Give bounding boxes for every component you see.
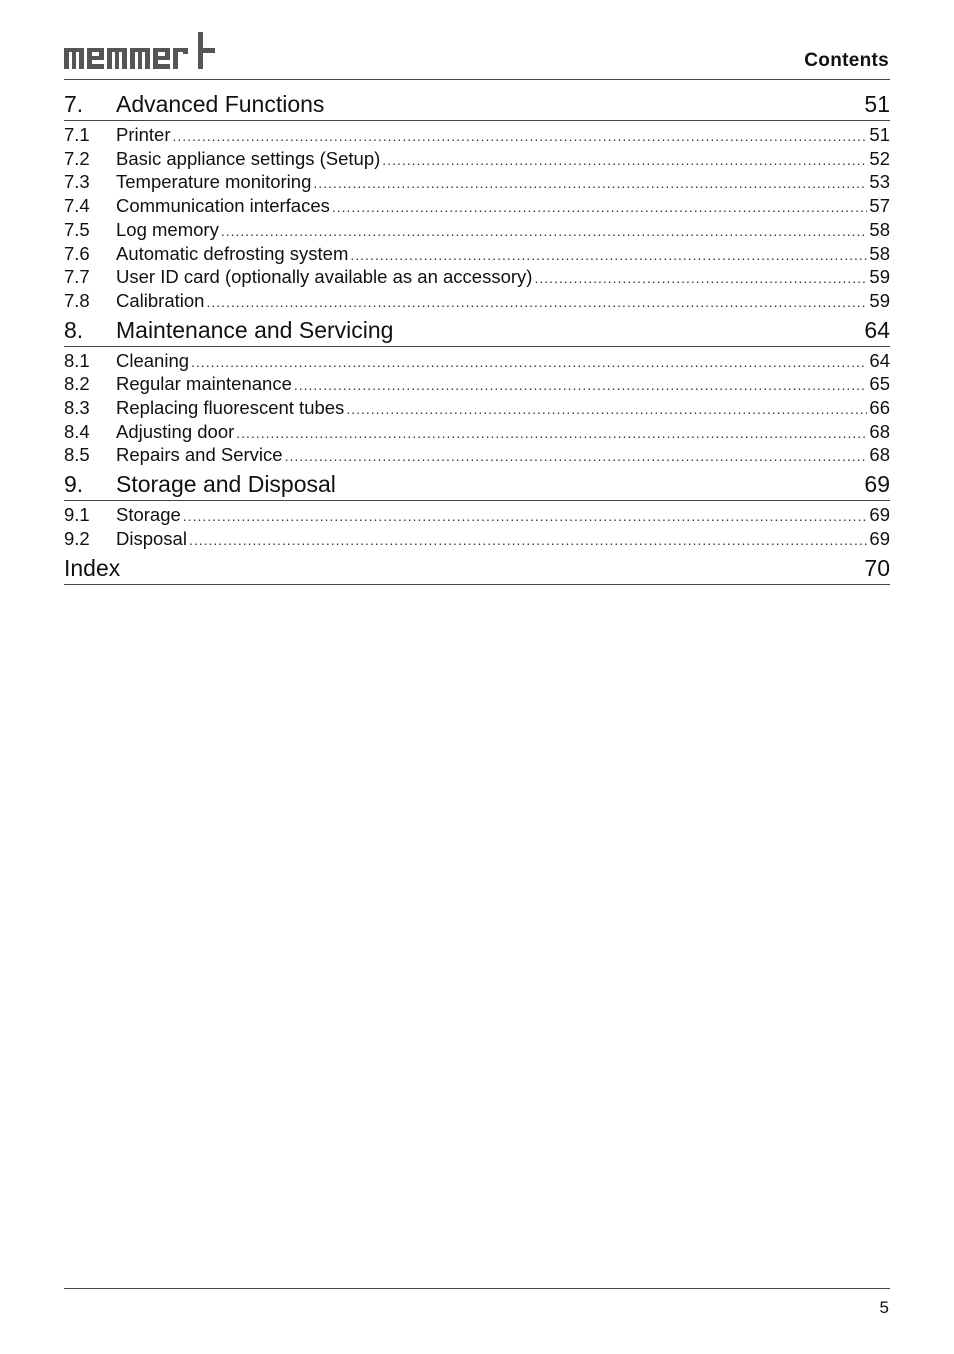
dot-leader (294, 375, 868, 397)
entry-page: 68 (869, 444, 890, 466)
entry-number: 7.3 (64, 171, 90, 193)
section-page: 64 (864, 316, 890, 343)
toc-entry-8-1[interactable] (64, 350, 890, 374)
dot-leader (206, 292, 867, 314)
section-title: Index (64, 554, 121, 581)
entry-page: 51 (869, 124, 890, 145)
entry-number: 8.2 (64, 373, 90, 395)
entry-title: Regular maintenance (116, 373, 292, 395)
entry-number: 7.4 (64, 195, 90, 217)
section-number: 8. (64, 316, 84, 343)
entry-page: 57 (869, 195, 890, 217)
toc-section-7[interactable] (64, 88, 890, 121)
entry-page: 66 (869, 397, 890, 419)
entry-title: Log memory (116, 218, 219, 240)
header-section-title: Contents (804, 50, 889, 71)
memmert-logo-graphic (64, 32, 216, 72)
entry-number: 7.1 (64, 124, 90, 145)
dot-leader (346, 399, 867, 421)
entry-title: Storage (116, 504, 181, 526)
toc-entry-8-2[interactable] (64, 373, 890, 397)
toc-entry-7-4[interactable] (64, 195, 890, 219)
memmert-logo (64, 32, 216, 72)
dot-leader (173, 126, 868, 148)
toc-entry-8-4[interactable] (64, 421, 890, 445)
entry-page: 58 (869, 242, 890, 264)
section-page: 70 (864, 554, 890, 581)
dot-leader (236, 423, 867, 445)
entry-page: 53 (869, 171, 890, 193)
dot-leader (285, 446, 868, 468)
entry-page: 69 (869, 527, 890, 549)
toc-entry-7-5[interactable] (64, 219, 890, 243)
entry-title: Basic appliance settings (Setup) (116, 147, 381, 169)
entry-title: Cleaning (116, 349, 190, 371)
dot-leader (189, 530, 867, 552)
entry-number: 8.3 (64, 397, 90, 419)
toc-entry-8-3[interactable] (64, 397, 890, 421)
entry-title: Replacing fluorescent tubes (116, 397, 345, 419)
toc-entry-7-2[interactable] (64, 148, 890, 172)
toc-entry-8-5[interactable] (64, 444, 890, 468)
section-title: Storage and Disposal (116, 471, 336, 498)
entry-number: 9.1 (64, 504, 90, 526)
section-page: 51 (864, 91, 890, 117)
toc-section-8[interactable] (64, 314, 890, 347)
entry-number: 7.5 (64, 218, 90, 240)
dot-leader (221, 221, 868, 243)
dot-leader (191, 352, 867, 374)
entry-title: Disposal (116, 527, 187, 549)
toc-entry-7-6[interactable] (64, 243, 890, 267)
entry-number: 8.5 (64, 444, 90, 466)
entry-page: 59 (869, 266, 890, 288)
entry-title: Printer (116, 124, 171, 145)
entry-number: 7.7 (64, 266, 90, 288)
entry-title: Calibration (116, 289, 205, 311)
entry-title: Temperature monitoring (116, 171, 312, 193)
dot-leader (332, 197, 868, 219)
toc-section-9[interactable] (64, 468, 890, 501)
entry-number: 7.6 (64, 242, 90, 264)
entry-number: 8.1 (64, 349, 90, 371)
dot-leader (350, 245, 867, 267)
entry-page: 52 (869, 147, 890, 169)
footer-divider (64, 1288, 890, 1289)
table-of-contents (64, 88, 890, 588)
header-divider (64, 79, 890, 80)
section-title: Maintenance and Servicing (116, 316, 394, 343)
toc-entry-9-1[interactable] (64, 504, 890, 528)
dot-leader (534, 268, 867, 290)
entry-page: 64 (869, 349, 890, 371)
entry-page: 68 (869, 420, 890, 442)
entry-title: Adjusting door (116, 420, 235, 442)
section-number: 7. (64, 91, 84, 117)
dot-leader (382, 150, 867, 172)
entry-number: 8.4 (64, 420, 90, 442)
entry-title: Automatic defrosting system (116, 242, 349, 264)
toc-section-index[interactable] (64, 552, 890, 585)
entry-page: 69 (869, 504, 890, 526)
dot-leader (183, 506, 868, 528)
entry-page: 59 (869, 289, 890, 311)
entry-title: Communication interfaces (116, 195, 330, 217)
toc-entry-7-1[interactable] (64, 124, 890, 148)
section-number: 9. (64, 471, 84, 498)
dot-leader (313, 173, 867, 195)
entry-number: 7.8 (64, 289, 90, 311)
page-number: 5 (879, 1298, 889, 1317)
section-title: Advanced Functions (116, 91, 325, 117)
entry-page: 65 (869, 373, 890, 395)
section-page: 69 (864, 471, 890, 498)
entry-title: User ID card (optionally available as an accessory) (116, 266, 533, 288)
toc-entry-7-3[interactable] (64, 171, 890, 195)
toc-entry-9-2[interactable] (64, 528, 890, 552)
entry-page: 58 (869, 218, 890, 240)
toc-entry-7-7[interactable] (64, 266, 890, 290)
entry-number: 7.2 (64, 147, 90, 169)
entry-number: 9.2 (64, 527, 90, 549)
entry-title: Repairs and Service (116, 444, 283, 466)
toc-entry-7-8[interactable] (64, 290, 890, 314)
